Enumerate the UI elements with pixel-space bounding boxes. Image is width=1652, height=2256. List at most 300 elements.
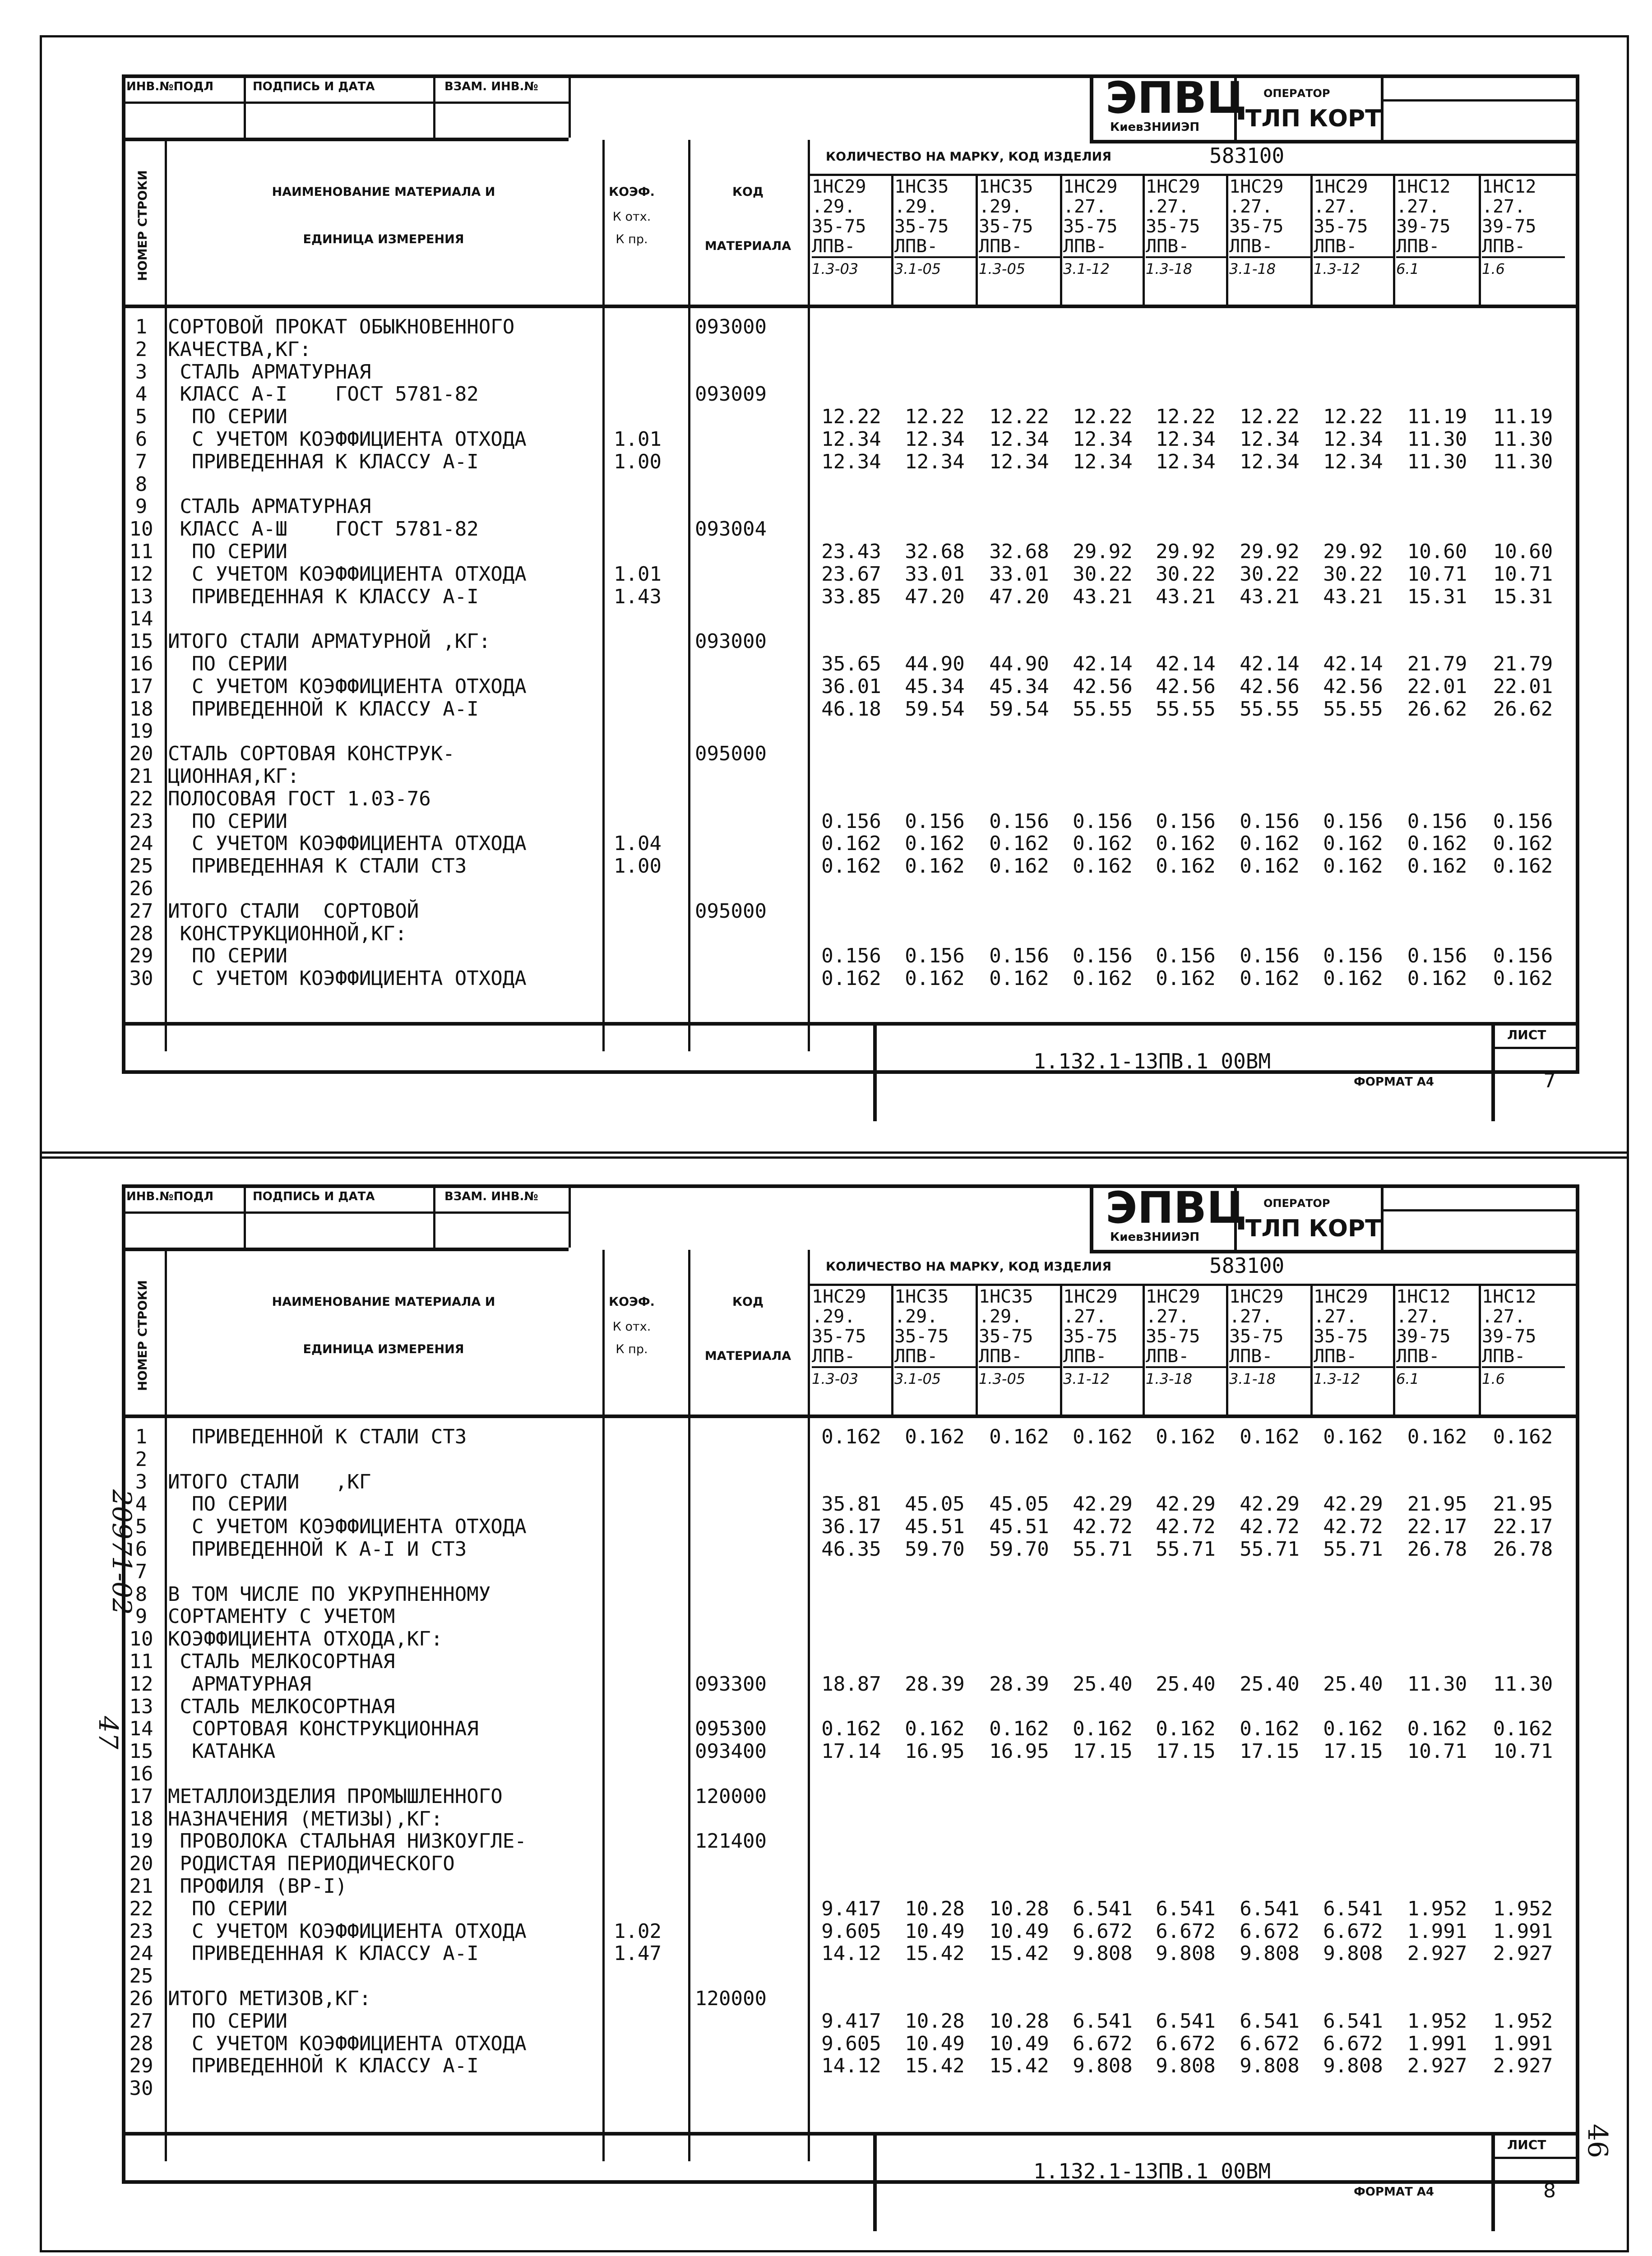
value-cell: 21.95 <box>1493 1493 1553 1516</box>
value-cell: 12.22 <box>989 405 1049 429</box>
value-cell: 0.162 <box>1323 967 1383 990</box>
header-code: КОД <box>732 1295 764 1309</box>
value-cell: 9.808 <box>1156 2054 1216 2078</box>
value-cell: 0.162 <box>1407 832 1467 855</box>
line-number: 20 <box>129 1852 153 1876</box>
product-code: 583100 <box>1209 143 1285 168</box>
value-cell: 0.156 <box>1493 809 1553 833</box>
value-cell: 59.70 <box>905 1538 965 1561</box>
mark-code-part: 35-75 <box>894 1326 949 1347</box>
mark-code-variant-text: 1.3-12 <box>1314 260 1360 277</box>
value-cell: 47.20 <box>989 585 1049 608</box>
line-number: 9 <box>135 495 148 518</box>
line-number: 24 <box>129 1942 153 1965</box>
value-cell: 15.31 <box>1493 585 1553 608</box>
value-cell: 11.30 <box>1493 450 1553 473</box>
value-cell: 12.22 <box>821 405 881 429</box>
value-cell: 32.68 <box>989 540 1049 563</box>
mark-code-variant-text: 1.3-03 <box>812 1370 859 1387</box>
mark-code-part: .27. <box>1482 196 1526 217</box>
value-cell: 55.71 <box>1073 1538 1133 1561</box>
value-cell: 23.67 <box>821 562 881 586</box>
value-cell: 21.79 <box>1407 652 1467 675</box>
line-number: 14 <box>129 607 153 631</box>
mark-code-part: .27. <box>1314 1306 1357 1327</box>
value-cell: 42.56 <box>1073 675 1133 698</box>
mark-code-variant-text: 1.3-12 <box>1314 1370 1360 1387</box>
value-cell: 12.22 <box>1156 405 1216 429</box>
mark-code-part: 1HC35 <box>979 1286 1033 1307</box>
line-number: 4 <box>135 1493 148 1516</box>
mark-code-variant-text: 3.1-12 <box>1063 1370 1110 1387</box>
value-cell: 6.541 <box>1240 2009 1300 2033</box>
value-cell: 26.78 <box>1493 1538 1553 1561</box>
value-cell: 0.156 <box>989 809 1049 833</box>
value-cell: 1.952 <box>1407 1897 1467 1920</box>
value-cell: 10.60 <box>1407 540 1467 563</box>
value-cell: 10.71 <box>1407 1740 1467 1763</box>
material-codes: 093000 093009 093004 093000 095000 095000 <box>695 315 767 923</box>
line-number: 1 <box>135 315 148 338</box>
line-number: 8 <box>135 472 148 496</box>
header-coef-k2: К пр. <box>615 232 648 246</box>
value-row <box>0 1718 1652 1740</box>
mark-code-variant-text: 3.1-05 <box>894 260 941 277</box>
line-number: 20 <box>129 742 153 766</box>
mark-code-part: ЛПВ- <box>979 1346 1023 1367</box>
value-cell: 1.991 <box>1407 2032 1467 2055</box>
rule-line <box>244 1184 246 1248</box>
value-cell: 0.162 <box>1240 967 1300 990</box>
value-cell: 6.672 <box>1240 1919 1300 1943</box>
value-cell: 0.162 <box>1240 1717 1300 1741</box>
mark-code-variant <box>1146 1366 1226 1389</box>
mark-code-variant <box>979 1366 1060 1389</box>
value-cell: 14.12 <box>821 1942 881 1965</box>
value-cell: 0.162 <box>1156 1717 1216 1741</box>
stamp-label: ПОДПИСЬ И ДАТА <box>253 1190 375 1203</box>
value-cell: 0.162 <box>989 967 1049 990</box>
line-number: 22 <box>129 1897 153 1920</box>
line-number: 13 <box>129 585 153 608</box>
mark-code-variant-text: 3.1-18 <box>1229 260 1276 277</box>
mark-code-part: 1HC29 <box>1314 176 1368 197</box>
value-cell: 6.672 <box>1240 2032 1300 2055</box>
value-cell: 12.34 <box>989 450 1049 473</box>
line-number: 29 <box>129 944 153 968</box>
value-cell: 42.14 <box>1240 652 1300 675</box>
value-cell: 12.34 <box>1323 428 1383 451</box>
mark-code-part: ЛПВ- <box>1396 236 1440 257</box>
mark-column-header <box>812 1287 892 1389</box>
material-names: ПРИВЕДЕННОЙ К СТАЛИ СТЗ ИТОГО СТАЛИ ,КГ ПО СЕРИИ С УЧЕТОМ КОЭФФИЦИЕНТА ОТХОДА ПРИВЕДЕННОЙ К А-I И СТЗ В ТОМ ЧИСЛЕ ПО УКРУПНЕННОМУ СОРТАМЕНТУ С УЧЕТОМ КОЭФФИЦИЕНТА ОТХОДА,КГ: СТАЛЬ МЕЛКОСОРТНАЯ АРМАТУРНАЯ СТАЛЬ МЕЛКОСОРТНАЯ СОРТОВАЯ КОНСТРУКЦИОННАЯ КАТАНКА МЕТАЛЛОИЗДЕЛИЯ ПРОМЫШЛЕННОГО НАЗНАЧЕНИЯ (МЕТИЗЫ),КГ: ПРОВОЛОКА СТАЛЬНАЯ НИЗКОУГЛЕ- РОДИСТАЯ ПЕРИОДИЧЕСКОГО ПРОФИЛЯ (ВР-I) ПО СЕРИИ С УЧЕТОМ КОЭФФИЦИЕНТА ОТХОДА ПРИВЕДЕННАЯ К КЛАССУ А-I ИТОГО МЕТИЗОВ,КГ: ПО СЕРИИ С УЧЕТОМ КОЭФФИЦИЕНТА ОТХОДА ПРИВЕДЕННОЙ К КЛАССУ А-I <box>168 1425 527 2078</box>
operator-label: ОПЕРАТОР <box>1263 1197 1330 1210</box>
line-number: 29 <box>129 2054 153 2078</box>
value-cell: 26.62 <box>1493 697 1553 721</box>
line-number: 10 <box>129 1627 153 1651</box>
value-cell: 15.42 <box>905 2054 965 2078</box>
value-cell: 42.72 <box>1323 1515 1383 1539</box>
mark-code-part: .29. <box>894 1306 938 1327</box>
document-code: 1.132.1-13ПВ.1 00ВМ <box>1033 1049 1271 1073</box>
line-number: 22 <box>129 787 153 810</box>
mark-code-part: .27. <box>1063 1306 1107 1327</box>
mark-code-variant-text: 1.6 <box>1482 1370 1505 1387</box>
value-cell: 0.162 <box>821 967 881 990</box>
value-cell: 36.17 <box>821 1515 881 1539</box>
value-cell: 0.162 <box>821 1717 881 1741</box>
value-cell: 55.71 <box>1156 1538 1216 1561</box>
value-cell: 29.92 <box>1156 540 1216 563</box>
org-sub: КиевЗНИИЭП <box>1110 1230 1200 1244</box>
value-cell: 23.43 <box>821 540 881 563</box>
value-cell: 29.92 <box>1240 540 1300 563</box>
value-cell: 11.30 <box>1407 450 1467 473</box>
line-number: 8 <box>135 1582 148 1606</box>
value-cell: 0.156 <box>821 944 881 968</box>
value-row <box>0 1920 1652 1943</box>
mark-code-variant <box>1482 1366 1565 1389</box>
value-row <box>0 1898 1652 1920</box>
value-cell: 6.541 <box>1323 1897 1383 1920</box>
rule-line <box>1491 2132 1495 2231</box>
value-cell: 12.34 <box>1323 450 1383 473</box>
value-cell: 1.991 <box>1493 1919 1553 1943</box>
line-number: 27 <box>129 899 153 923</box>
value-cell: 9.808 <box>1323 2054 1383 2078</box>
value-cell: 6.541 <box>1156 2009 1216 2033</box>
value-cell: 42.14 <box>1073 652 1133 675</box>
line-number: 14 <box>129 1717 153 1741</box>
value-cell: 15.42 <box>989 2054 1049 2078</box>
mark-code-part: 35-75 <box>1314 1326 1368 1347</box>
mark-code-part: .27. <box>1314 196 1357 217</box>
line-number: 16 <box>129 652 153 675</box>
value-cell: 9.808 <box>1240 1942 1300 1965</box>
value-cell: 2.927 <box>1407 2054 1467 2078</box>
value-cell: 15.42 <box>905 1942 965 1965</box>
value-cell: 0.162 <box>1493 1425 1553 1448</box>
mark-code-variant-text: 1.6 <box>1482 260 1505 277</box>
value-cell: 55.55 <box>1073 697 1133 721</box>
stamp-label: ПОДПИСЬ И ДАТА <box>253 80 375 93</box>
mark-code-part: .29. <box>812 1306 856 1327</box>
line-number: 30 <box>129 967 153 990</box>
value-cell: 46.35 <box>821 1538 881 1561</box>
mark-code-part: 35-75 <box>812 216 866 237</box>
value-cell: 42.29 <box>1073 1493 1133 1516</box>
mark-code-variant-text: 3.1-05 <box>894 1370 941 1387</box>
value-cell: 35.81 <box>821 1493 881 1516</box>
mark-code-part: ЛПВ- <box>1396 1346 1440 1367</box>
value-cell: 21.95 <box>1407 1493 1467 1516</box>
value-cell: 1.952 <box>1493 2009 1553 2033</box>
rule-line <box>122 1211 569 1214</box>
mark-code-part: 1HC35 <box>894 1286 949 1307</box>
mark-code-part: 35-75 <box>894 216 949 237</box>
value-cell: 22.17 <box>1493 1515 1553 1539</box>
rule-line <box>1381 1209 1579 1211</box>
value-cell: 21.79 <box>1493 652 1553 675</box>
value-cell: 10.28 <box>989 1897 1049 1920</box>
value-cell: 26.62 <box>1407 697 1467 721</box>
value-cell: 33.01 <box>905 562 965 586</box>
line-number: 19 <box>129 1830 153 1853</box>
value-cell: 14.12 <box>821 2054 881 2078</box>
line-number: 23 <box>129 809 153 833</box>
sheet-label: ЛИСТ <box>1507 2137 1546 2152</box>
value-cell: 42.14 <box>1323 652 1383 675</box>
value-row <box>0 1942 1652 1965</box>
line-number: 11 <box>129 540 153 563</box>
mark-code-variant-text: 1.3-03 <box>812 260 859 277</box>
value-row <box>0 1673 1652 1696</box>
value-cell: 42.29 <box>1240 1493 1300 1516</box>
value-cell: 2.927 <box>1493 1942 1553 1965</box>
value-cell: 28.39 <box>905 1672 965 1696</box>
header-coef-k2: К пр. <box>615 1342 648 1356</box>
value-cell: 15.31 <box>1407 585 1467 608</box>
value-cell: 17.15 <box>1323 1740 1383 1763</box>
value-cell: 11.19 <box>1407 405 1467 429</box>
value-cell: 0.162 <box>1323 832 1383 855</box>
rule-line <box>433 1184 435 1248</box>
value-cell: 28.39 <box>989 1672 1049 1696</box>
mark-code-part: ЛПВ- <box>1482 1346 1526 1367</box>
value-cell: 0.156 <box>1323 944 1383 968</box>
header-coef-k1: К отх. <box>612 1320 651 1334</box>
line-number: 28 <box>129 2032 153 2055</box>
format-label: ФОРМАТ А4 <box>1354 2185 1434 2199</box>
line-number: 26 <box>129 877 153 900</box>
value-cell: 44.90 <box>905 652 965 675</box>
side-inventory-number: 20971-02 <box>106 1489 137 1615</box>
mark-code-variant <box>894 1366 976 1389</box>
header-name-line1: НАИМЕНОВАНИЕ МАТЕРИАЛА И <box>272 185 495 199</box>
mark-code-part: .27. <box>1396 196 1440 217</box>
value-cell: 45.05 <box>905 1493 965 1516</box>
value-cell: 6.672 <box>1156 1919 1216 1943</box>
value-cell: 12.34 <box>1156 428 1216 451</box>
mark-code-part: ЛПВ- <box>1314 1346 1357 1367</box>
value-cell: 10.49 <box>989 1919 1049 1943</box>
line-number: 15 <box>129 1740 153 1763</box>
value-cell: 0.162 <box>1493 855 1553 878</box>
line-number: 12 <box>129 1672 153 1696</box>
header-name-line1: НАИМЕНОВАНИЕ МАТЕРИАЛА И <box>272 1295 495 1309</box>
value-cell: 9.605 <box>821 2032 881 2055</box>
line-number: 28 <box>129 922 153 945</box>
line-number: 18 <box>129 1807 153 1831</box>
value-cell: 9.808 <box>1073 2054 1133 2078</box>
value-cell: 0.162 <box>1407 967 1467 990</box>
mark-code-part: 1HC35 <box>894 176 949 197</box>
value-row <box>0 1538 1652 1561</box>
value-cell: 6.672 <box>1323 2032 1383 2055</box>
line-number: 13 <box>129 1695 153 1718</box>
rule-line <box>122 1415 1579 1418</box>
mark-code-part: ЛПВ- <box>894 236 938 257</box>
value-cell: 29.92 <box>1323 540 1383 563</box>
value-cell: 9.808 <box>1323 1942 1383 1965</box>
value-cell: 0.156 <box>905 809 965 833</box>
value-cell: 42.29 <box>1156 1493 1216 1516</box>
value-cell: 33.01 <box>989 562 1049 586</box>
line-number: 19 <box>129 720 153 743</box>
value-cell: 10.49 <box>989 2032 1049 2055</box>
mark-code-part: 35-75 <box>979 1326 1033 1347</box>
mark-column-header <box>1063 1287 1143 1389</box>
value-cell: 0.156 <box>1073 944 1133 968</box>
value-cell: 33.85 <box>821 585 881 608</box>
mark-code-part: 1HC35 <box>979 176 1033 197</box>
value-cell: 59.54 <box>989 697 1049 721</box>
org-name: ЭПВЦ <box>1106 73 1247 123</box>
mark-code-variant <box>812 1366 892 1389</box>
rule-line <box>1090 1250 1579 1253</box>
line-number: 5 <box>135 405 148 429</box>
line-number: 26 <box>129 1987 153 2010</box>
line-number: 25 <box>129 1965 153 1988</box>
value-cell: 25.40 <box>1073 1672 1133 1696</box>
value-cell: 12.34 <box>821 428 881 451</box>
value-cell: 0.162 <box>905 1425 965 1448</box>
mark-code-variant-text: 1.3-05 <box>979 260 1026 277</box>
value-cell: 0.162 <box>1240 1425 1300 1448</box>
line-number: 9 <box>135 1605 148 1628</box>
value-cell: 6.672 <box>1073 2032 1133 2055</box>
material-codes: 093300 095300 093400 120000 121400 120000 <box>695 1672 767 2010</box>
value-cell: 9.808 <box>1073 1942 1133 1965</box>
value-cell: 1.952 <box>1407 2009 1467 2033</box>
value-cell: 6.541 <box>1156 1897 1216 1920</box>
header-code-material: МАТЕРИАЛА <box>704 239 791 253</box>
rule-line <box>873 2132 877 2231</box>
value-cell: 10.71 <box>1493 1740 1553 1763</box>
value-cell: 0.162 <box>1323 855 1383 878</box>
value-row <box>0 2055 1652 2077</box>
mark-code-part: .27. <box>1482 1306 1526 1327</box>
value-cell: 11.30 <box>1407 1672 1467 1696</box>
value-cell: 9.417 <box>821 1897 881 1920</box>
value-cell: 0.156 <box>1407 809 1467 833</box>
value-cell: 43.21 <box>1240 585 1300 608</box>
mark-code-part: .27. <box>1229 1306 1273 1327</box>
value-cell: 0.162 <box>1407 855 1467 878</box>
line-number: 4 <box>135 383 148 406</box>
value-cell: 35.65 <box>821 652 881 675</box>
value-cell: 43.21 <box>1156 585 1216 608</box>
line-number: 3 <box>135 1470 148 1493</box>
mark-code-part: 1HC29 <box>1229 1286 1284 1307</box>
value-cell: 42.14 <box>1156 652 1216 675</box>
value-cell: 12.34 <box>821 450 881 473</box>
header-row-number: НОМЕР СТРОКИ <box>136 170 150 281</box>
mark-code-part: 35-75 <box>979 216 1033 237</box>
org-sub: КиевЗНИИЭП <box>1110 120 1200 134</box>
mark-code-part: 35-75 <box>1063 216 1118 237</box>
side-page-number: 46 <box>1582 2123 1613 2159</box>
value-cell: 0.162 <box>905 855 965 878</box>
value-cell: 0.162 <box>1156 1425 1216 1448</box>
mark-code-part: .27. <box>1229 196 1273 217</box>
rule-line <box>122 1248 569 1251</box>
line-number: 1 <box>135 1425 148 1448</box>
value-cell: 0.162 <box>1407 1425 1467 1448</box>
header-qty-label: КОЛИЧЕСТВО НА МАРКУ, КОД ИЗДЕЛИЯ <box>826 150 1112 164</box>
value-cell: 55.71 <box>1240 1538 1300 1561</box>
line-number: 27 <box>129 2009 153 2033</box>
value-cell: 0.162 <box>1240 855 1300 878</box>
line-number: 6 <box>135 427 148 451</box>
sheet-label: ЛИСТ <box>1507 1027 1546 1042</box>
value-cell: 26.78 <box>1407 1538 1467 1561</box>
value-cell: 0.156 <box>1240 809 1300 833</box>
value-cell: 12.22 <box>1073 405 1133 429</box>
value-cell: 6.672 <box>1323 1919 1383 1943</box>
stamp-label: ВЗАМ. ИНВ.№ <box>444 80 538 93</box>
mark-code-variant <box>1229 1366 1311 1389</box>
mark-code-part: 1HC29 <box>1229 176 1284 197</box>
line-number: 2 <box>135 337 148 361</box>
mark-code-part: .27. <box>1396 1306 1440 1327</box>
value-cell: 16.95 <box>905 1740 965 1763</box>
mark-code-variant-text: 1.3-18 <box>1146 1370 1193 1387</box>
value-cell: 18.87 <box>821 1672 881 1696</box>
mark-column-header <box>1314 1287 1393 1389</box>
mark-code-variant-text: 6.1 <box>1396 260 1419 277</box>
value-cell: 1.952 <box>1493 1897 1553 1920</box>
value-cell: 11.19 <box>1493 405 1553 429</box>
value-cell: 12.34 <box>1156 450 1216 473</box>
value-cell: 0.162 <box>1407 1717 1467 1741</box>
value-cell: 0.162 <box>821 855 881 878</box>
value-cell: 0.162 <box>1073 1717 1133 1741</box>
value-cell: 12.22 <box>905 405 965 429</box>
coefficients: 1.02 1.47 <box>614 1919 662 1965</box>
mark-code-part: ЛПВ- <box>979 236 1023 257</box>
value-cell: 59.54 <box>905 697 965 721</box>
side-number: 47 <box>93 1716 124 1749</box>
header-coef: КОЭФ. <box>609 1295 655 1309</box>
value-cell: 0.156 <box>1407 944 1467 968</box>
mark-code-variant-text: 1.3-18 <box>1146 260 1193 277</box>
line-number: 10 <box>129 518 153 541</box>
value-cell: 12.34 <box>905 450 965 473</box>
value-cell: 0.162 <box>989 1717 1049 1741</box>
value-cell: 45.34 <box>905 675 965 698</box>
header-coef-k1: К отх. <box>612 210 651 224</box>
mark-code-part: ЛПВ- <box>1146 236 1189 257</box>
value-cell: 0.162 <box>1323 1717 1383 1741</box>
value-cell: 45.34 <box>989 675 1049 698</box>
mark-code-part: ЛПВ- <box>1229 1346 1273 1367</box>
mark-code-part: ЛПВ- <box>1482 236 1526 257</box>
mark-code-part: 1HC29 <box>1314 1286 1368 1307</box>
operator-label: ОПЕРАТОР <box>1263 87 1330 100</box>
mark-code-part: 35-75 <box>1314 216 1368 237</box>
header-row-number: НОМЕР СТРОКИ <box>136 1280 150 1391</box>
mark-code-variant <box>1314 1366 1393 1389</box>
mark-code-part: 39-75 <box>1482 216 1536 237</box>
value-cell: 9.417 <box>821 2009 881 2033</box>
value-cell: 17.15 <box>1156 1740 1216 1763</box>
value-cell: 2.927 <box>1407 1942 1467 1965</box>
value-cell: 43.21 <box>1323 585 1383 608</box>
value-cell: 1.991 <box>1407 1919 1467 1943</box>
value-cell: 0.162 <box>1073 1425 1133 1448</box>
value-cell: 0.162 <box>989 855 1049 878</box>
